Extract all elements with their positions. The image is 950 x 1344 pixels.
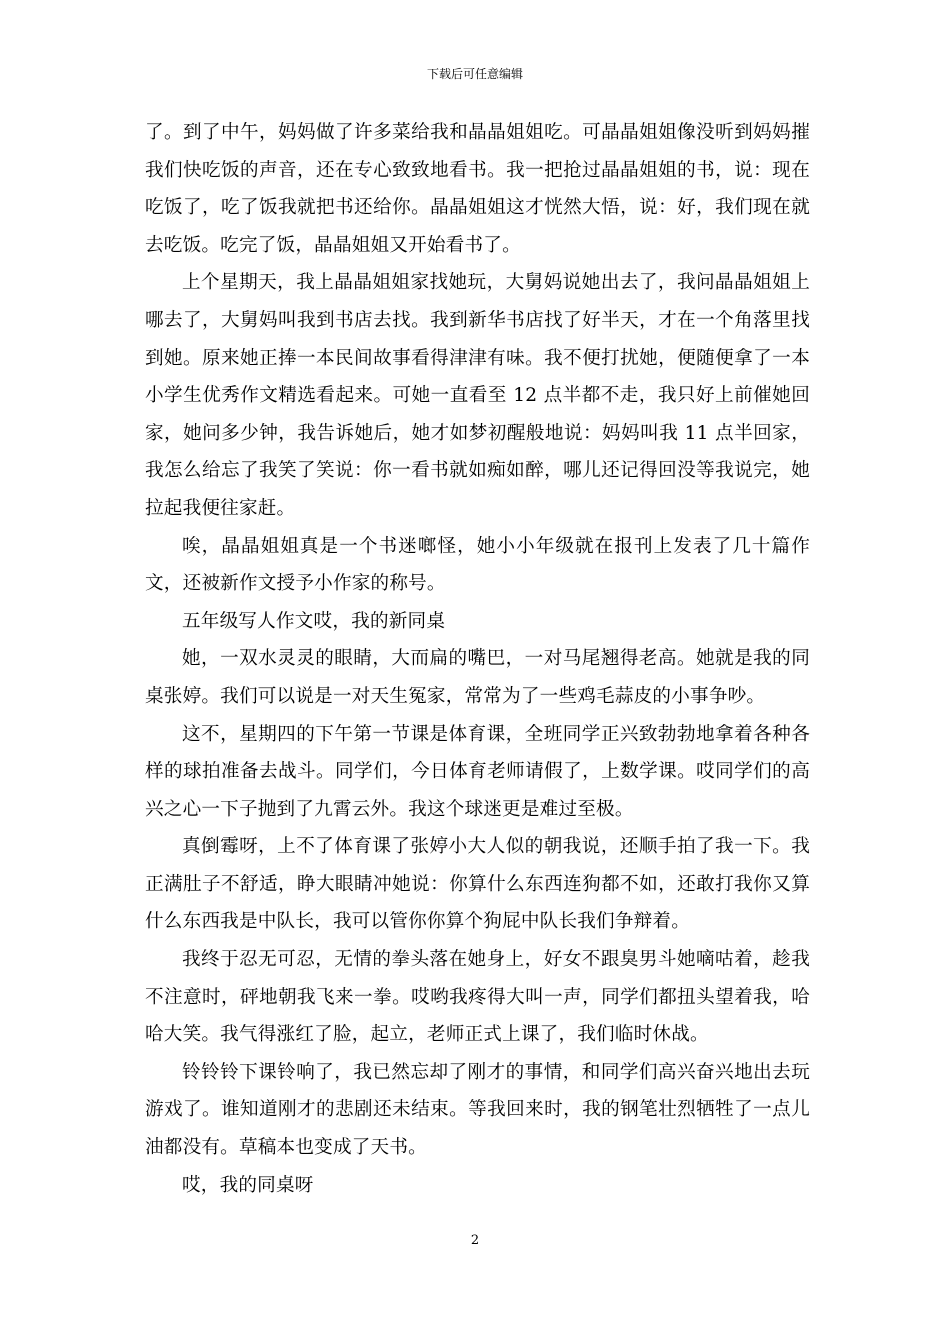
paragraph-8: 我终于忍无可忍，无情的拳头落在她身上，好女不跟臭男斗她嘀咕着，趁我不注意时，砰地朝我飞来一拳。哎哟我疼得大叫一声，同学们都扭头望着我，哈哈大笑。我气得涨红了脸，起立，老师正式上课了，我们临时休战。 xyxy=(145,949,810,1046)
paragraph-9: 铃铃铃下课铃响了，我已然忘却了刚才的事情，和同学们高兴奋兴地出去玩游戏了。谁知道刚才的悲剧还未结束。等我回来时，我的钢笔壮烈牺牲了一点儿油都没有。草稿本也变成了天书。 xyxy=(145,1061,810,1159)
paragraph-5: 她，一双水灵灵的眼睛，大而扁的嘴巴，一对马尾翘得老高。她就是我的同桌张婷。我们可以说是一对天生冤家，常常为了一些鸡毛蒜皮的小事争吵。 xyxy=(145,648,810,707)
paragraph-1: 了。到了中午，妈妈做了许多菜给我和晶晶姐姐吃。可晶晶姐姐像没听到妈妈摧我们快吃饭的声音，还在专心致致地看书。我一把抢过晶晶姐姐的书，说：现在吃饭了，吃了饭我就把书还给你。晶晶姐姐这才恍然大悟，说：好，我们现在就去吃饭。吃完了饭，晶晶姐姐又开始看书了。 xyxy=(145,122,810,256)
page-number: 2 xyxy=(470,1233,480,1248)
paragraph-7: 真倒霉呀，上不了体育课了张婷小大人似的朝我说，还顺手拍了我一下。我正满肚子不舒适，睁大眼睛冲她说：你算什么东西连狗都不如，还敢打我你又算什么东西我是中队长，我可以管你你算个狗屁中队长我们争辩着。 xyxy=(145,836,810,933)
page-header: 下载后可任意编辑 xyxy=(426,67,523,81)
paragraph-10: 哎，我的同桌呀 xyxy=(182,1174,314,1196)
document-body xyxy=(145,114,810,1204)
paragraph-2: 上个星期天，我上晶晶姐姐家找她玩，大舅妈说她出去了，我问晶晶姐姐上哪去了，大舅妈叫我到书店去找。我到新华书店找了好半天，才在一个角落里找到她。原来她正捧一本民间故事看得津津有味。我不便打扰她，便随便拿了一本小学生优秀作文精选看起来。可她一直看至 12 点半都不走，我只好上前催她回家，她问多少钟，我告诉她后，她才如梦初醒般地说：妈妈叫我 11 点半回家，我怎么给忘了我笑了笑说：你一看书就如痴如醉，哪儿还记得回没等我说完，她拉起我便往家赶。 xyxy=(145,272,810,519)
paragraph-3: 唉，晶晶姐姐真是一个书迷啷怪，她小小年级就在报刊上发表了几十篇作文，还被新作文授予小作家的称号。 xyxy=(145,535,810,595)
essay-title: 五年级写人作文哎，我的新同桌 xyxy=(182,610,446,632)
paragraph-6: 这不，星期四的下午第一节课是体育课，全班同学正兴致勃勃地拿着各种各样的球拍准备去战斗。同学们，今日体育老师请假了，上数学课。哎同学们的高兴之心一下子抛到了九霄云外。我这个球迷更是难过至极。 xyxy=(145,723,810,820)
